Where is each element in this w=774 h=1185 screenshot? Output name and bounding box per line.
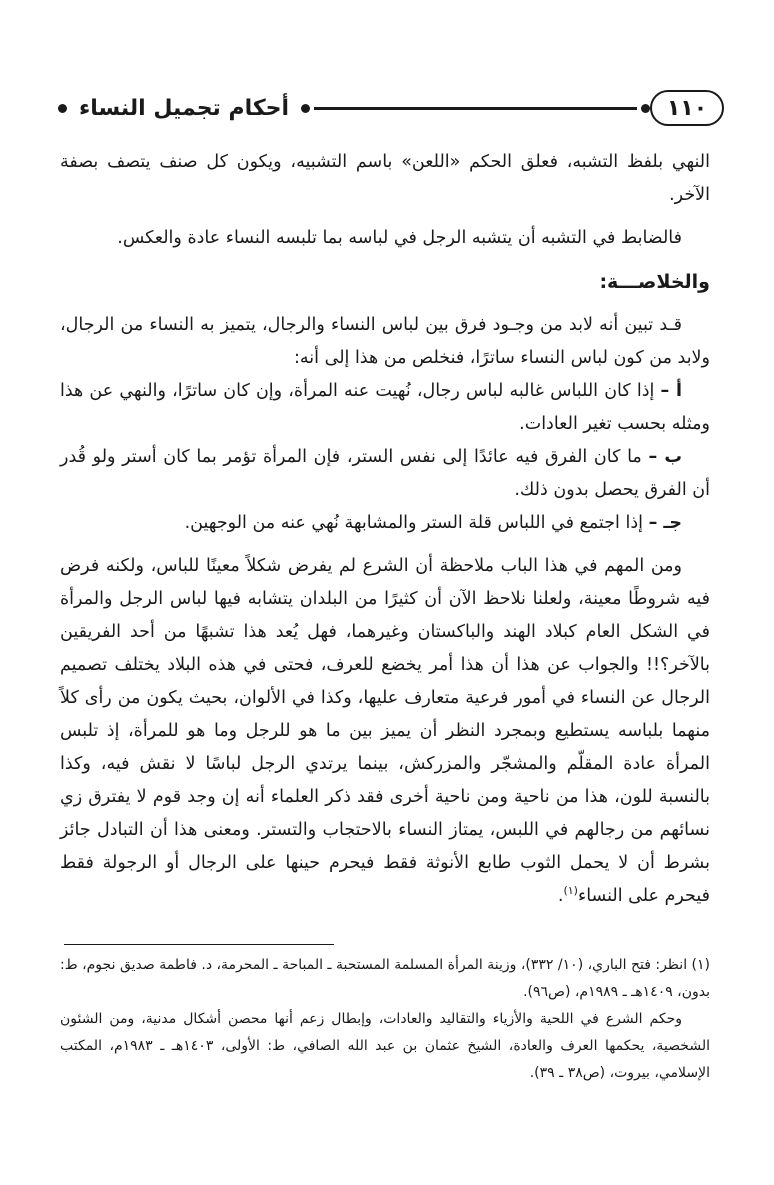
- list-item-c: [60, 507, 710, 540]
- footnote-1-continued: وحكم الشرع في اللحية والأزياء والتقاليد والعادات، وإبطال زعم أنها محصن أشكال مدنية، ومن الشئون الشخصية، يحكمها العرف والعادة، الشيخ عثمان بن عبد الله الصافي، ط: الأولى، ١٤٠٣هـ ـ ١٩٨٣م، المكتب الإسلامي، بيروت، (ص٣٨ ـ ٣٩).: [60, 1011, 710, 1081]
- book-title: أحكام تجميل النساء: [79, 95, 290, 121]
- paragraph-4: [60, 550, 710, 913]
- main-text: [60, 146, 710, 913]
- footnote-ref[interactable]: (١): [563, 884, 578, 898]
- paragraph-2: فالضابط في التشبه أن يتشبه الرجل في لباسه بما تلبسه النساء عادة والعكس.: [117, 228, 682, 248]
- paragraph-1: النهي بلفظ التشبه، فعلق الحكم «اللعن» باسم التشبيه، ويكون كل صنف يتصف بصفة الآخر.: [60, 152, 710, 205]
- paragraph-3: قـد تبين أنه لابد من وجـود فرق بين لباس النساء والرجال، يتميز به النساء من الرجال، ولابد من كون لباس النساء ساترًا، فنخلص من هذا إلى أنه:: [60, 315, 710, 368]
- section-heading: والخلاصـــة:: [599, 271, 710, 293]
- header-dot-right: [641, 104, 650, 113]
- list-letter-a: أ –: [660, 381, 682, 401]
- footnotes: [60, 952, 710, 1087]
- page-header: [58, 88, 724, 128]
- list-text-b: ما كان الفرق فيه عائدًا إلى نفس الستر، فإن المرأة تؤمر بما كان أستر ولو قُدر أن الفرق يحصل بدون ذلك.: [60, 447, 710, 500]
- list-letter-b: ب –: [648, 447, 682, 467]
- footnote-1: (١) انظر: فتح الباري، (١٠/ ٣٣٢)، وزينة المرأة المسلمة المستحبة ـ المباحة ـ المحرمة، د. فاطمة صديق نجوم، ط: بدون، ١٤٠٩هـ ـ ١٩٨٩م، (ص٩٦).: [60, 957, 711, 1000]
- list-item-a: [60, 375, 710, 441]
- paragraph-4-end: .: [557, 886, 564, 906]
- header-dot-mid: [301, 104, 310, 113]
- list-text-a: إذا كان اللباس غالبه لباس رجال، نُهيت عنه المرأة، وإن كان ساترًا، والنهي عن هذا ومثله بحسب تغير العادات.: [60, 381, 710, 434]
- paragraph-4-text: ومن المهم في هذا الباب ملاحظة أن الشرع لم يفرض شكلاً معينًا للباس، ولكنه فرض فيه شروطًا معينة، ولعلنا نلاحظ الآن أن كثيرًا من البلدان يتشابه فيها لباس الرجل والمرأة في الشكل العام كبلاد الهند والباكستان وغيرهما، فهل يُعد هذا تشبهًا من أحد الفريقين بالآخر؟!! والجواب عن هذا أن هذا أمر يخضع للعرف، فحتى في هذه البلاد يختلف تصميم الرجال عن النساء في أمور فرعية متعارف عليها، وكذا في الألوان، بحيث يكون من رأى كلاً منهما بلباسه يستطيع وبمجرد النظر أن يميز بين ما هو للرجل وما هو للمرأة، إذ تلبس المرأة عادة المقلّم والمشجّر والمزركش، بينما يرتدي الرجل لباسًا لا نقش فيه، وكذا بالنسبة للون، هذا من ناحية ومن ناحية أخرى فقد ذكر العلماء أنه إن وجد قوم لا يفترق زي نسائهم من رجالهم في اللبس، يمتاز النساء بالاحتجاب والتستر. ومعنى هذا أن التبادل جائز بشرط أن لا يحمل الثوب طابع الأنوثة فقط فيحرم حينها على الرجال أو الرجولة فقط فيحرم على النساء: [60, 556, 710, 906]
- header-rule: [314, 107, 637, 110]
- list-item-b: [60, 441, 710, 507]
- header-dot-left: [58, 104, 67, 113]
- page-number: ١١٠: [650, 90, 724, 126]
- list-letter-c: جـ –: [648, 513, 682, 533]
- list-text-c: إذا اجتمع في اللباس قلة الستر والمشابهة نُهي عنه من الوجهين.: [184, 513, 643, 533]
- footnote-separator: [64, 944, 334, 945]
